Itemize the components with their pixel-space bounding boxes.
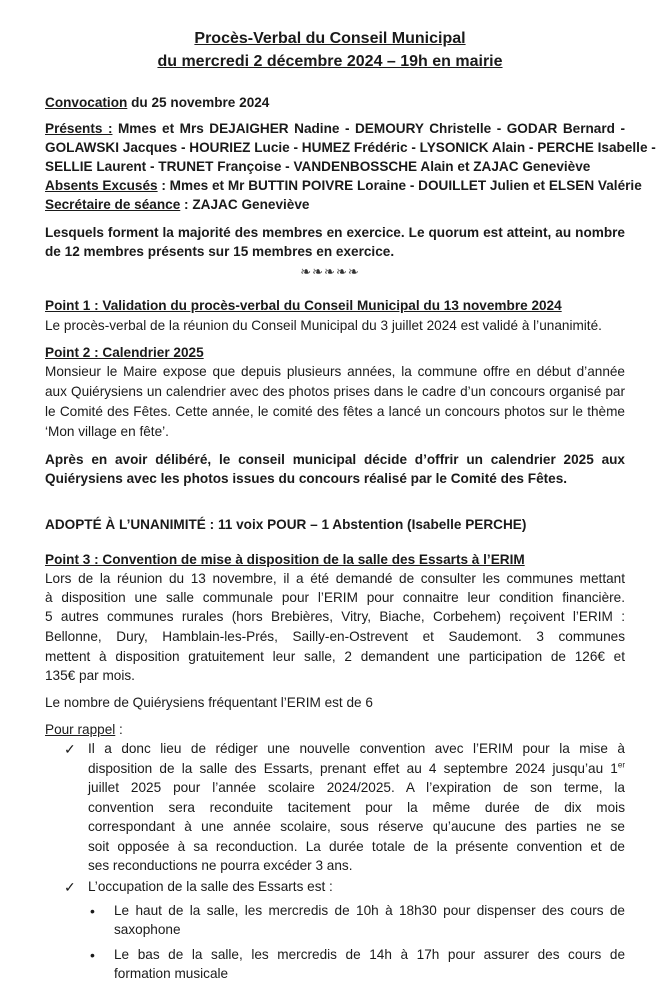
point2-line3: le Comité des Fêtes. Cette année, le comité des fêtes a lancé un concours photos sur le thème [45, 404, 625, 419]
ordinal-suffix: er [617, 760, 625, 770]
sub-item1-line1: Le haut de la salle, les mercredis de 10h à 18h30 pour dispenser des cours de [114, 903, 625, 918]
point2-heading: Point 2 : Calendrier 2025 [45, 345, 204, 360]
document-title-line1: Procès-Verbal du Conseil Municipal [194, 30, 466, 47]
point3-line4: Bellonne, Dury, Hamblain-les-Prés, Sailly-en-Ostrevent et Saudemont. 3 communes [45, 629, 625, 644]
point2-line2: aux Quiérysiens un calendrier avec des photos prises dans le cadre d’un concours organisé par [45, 384, 625, 399]
rappel-item1-line2 [88, 761, 625, 776]
point2-decision-line1: Après en avoir délibéré, le conseil municipal décide d’offrir un calendrier 2025 aux [45, 452, 625, 467]
rappel-item1-line7: ses reconductions ne pourra excéder 3 ans. [88, 858, 353, 873]
document-title-line2: du mercredi 2 décembre 2024 – 19h en mairie [157, 53, 503, 70]
presents-line1 [45, 121, 625, 136]
point3-line3: 5 autres communes rurales (hors Brebières, Vitry, Biache, Corbehem) reçoivent l’ERIM : [45, 609, 625, 624]
ornament-divider: ❧❧❧❧❧ [300, 264, 360, 279]
point2-line4: ‘Mon village en fête’. [45, 424, 169, 439]
rappel-item1-line3: juillet 2025 pour l’année scolaire 2024/2025. A l’expiration de son terme, la [88, 780, 625, 795]
rappel-item1-line6: soit opposée à sa reconduction. La durée totale de la présente convention et de [88, 839, 625, 854]
point3-line5: mettent à disposition gratuitement leur salle, 2 demandent une participation de 126€ et [45, 649, 625, 664]
rappel-item1-line1: Il a donc lieu de rédiger une nouvelle convention avec l’ERIM pour la mise à [88, 741, 625, 756]
sub-item1-line2: saxophone [114, 922, 181, 937]
convocation-label: Convocation [45, 95, 128, 110]
point3-heading: Point 3 : Convention de mise à disposition de la salle des Essarts à l’ERIM [45, 552, 525, 567]
point2-vote: ADOPTÉ À L’UNANIMITÉ : 11 voix POUR – 1 Abstention (Isabelle PERCHE) [45, 517, 527, 532]
rappel-item1-line2-text: disposition de la salle des Essarts, prenant effet au 4 septembre 2024 jusqu’au 1 [88, 761, 618, 776]
checkmark-icon: ✓ [64, 741, 76, 757]
point2-decision-line2: Quiérysiens avec les photos issues du concours réalisé par le Comité des Fêtes. [45, 471, 568, 486]
absents-line [45, 178, 642, 193]
point3-line2: à disposition une salle communale pour l’ERIM pour connaitre leur condition financière. [45, 590, 625, 605]
rappel-item1-line5: correspondant à une année scolaire, sous réserve qu’aucune des parties ne se [88, 819, 625, 834]
bullet-icon: • [90, 903, 95, 919]
checkmark-icon: ✓ [64, 879, 76, 895]
point3-line6: 135€ par mois. [45, 668, 135, 683]
presents-label: Présents : [45, 121, 113, 136]
sub-item2-line1: Le bas de la salle, les mercredis de 14h à 17h pour assurer des cours de [114, 947, 625, 962]
quorum-line1: Lesquels forment la majorité des membres en exercice. Le quorum est atteint, au nombre [45, 225, 625, 240]
presents-line2: GOLAWSKI Jacques - HOURIEZ Lucie - HUMEZ Frédéric - LYSONICK Alain - PERCHE Isabelle - [45, 140, 656, 155]
rappel-label: Pour rappel [45, 722, 116, 737]
convocation-line [45, 95, 625, 110]
presents-text1: Mmes et Mrs DEJAIGHER Nadine - DEMOURY Christelle - GODAR Bernard - [112, 121, 625, 136]
rappel-item2: L’occupation de la salle des Essarts est : [88, 879, 333, 894]
secretaire-text: : ZAJAC Geneviève [180, 197, 310, 212]
bullet-icon: • [90, 947, 95, 963]
point3-count-line: Le nombre de Quiérysiens fréquentant l’ERIM est de 6 [45, 695, 373, 710]
absents-text: : Mmes et Mr BUTTIN POIVRE Loraine - DOUILLET Julien et ELSEN Valérie [157, 178, 642, 193]
absents-label: Absents Excusés [45, 178, 158, 193]
point1-text: Le procès-verbal de la réunion du Conseil Municipal du 3 juillet 2024 est validé à l’unanimité. [45, 318, 602, 333]
point3-line1: Lors de la réunion du 13 novembre, il a été demandé de consulter les communes mettant [45, 571, 625, 586]
rappel-colon: : [115, 722, 123, 737]
rappel-line [45, 722, 625, 737]
sub-item2-line2: formation musicale [114, 966, 229, 981]
point2-line1: Monsieur le Maire expose que depuis plusieurs années, la commune offre en début d’année [45, 364, 625, 379]
convocation-text: du 25 novembre 2024 [127, 95, 270, 110]
point1-heading: Point 1 : Validation du procès-verbal du Conseil Municipal du 13 novembre 2024 [45, 298, 562, 313]
secretaire-label: Secrétaire de séance [45, 197, 181, 212]
quorum-line2: de 12 membres présents sur 15 membres en exercice. [45, 244, 395, 259]
presents-line3: SELLIE Laurent - TRUNET Françoise - VANDENBOSSCHE Alain et ZAJAC Geneviève [45, 159, 591, 174]
rappel-item1-line4: convention sera reconduite tacitement pour la même durée de dix mois [88, 800, 625, 815]
secretaire-line [45, 197, 625, 212]
